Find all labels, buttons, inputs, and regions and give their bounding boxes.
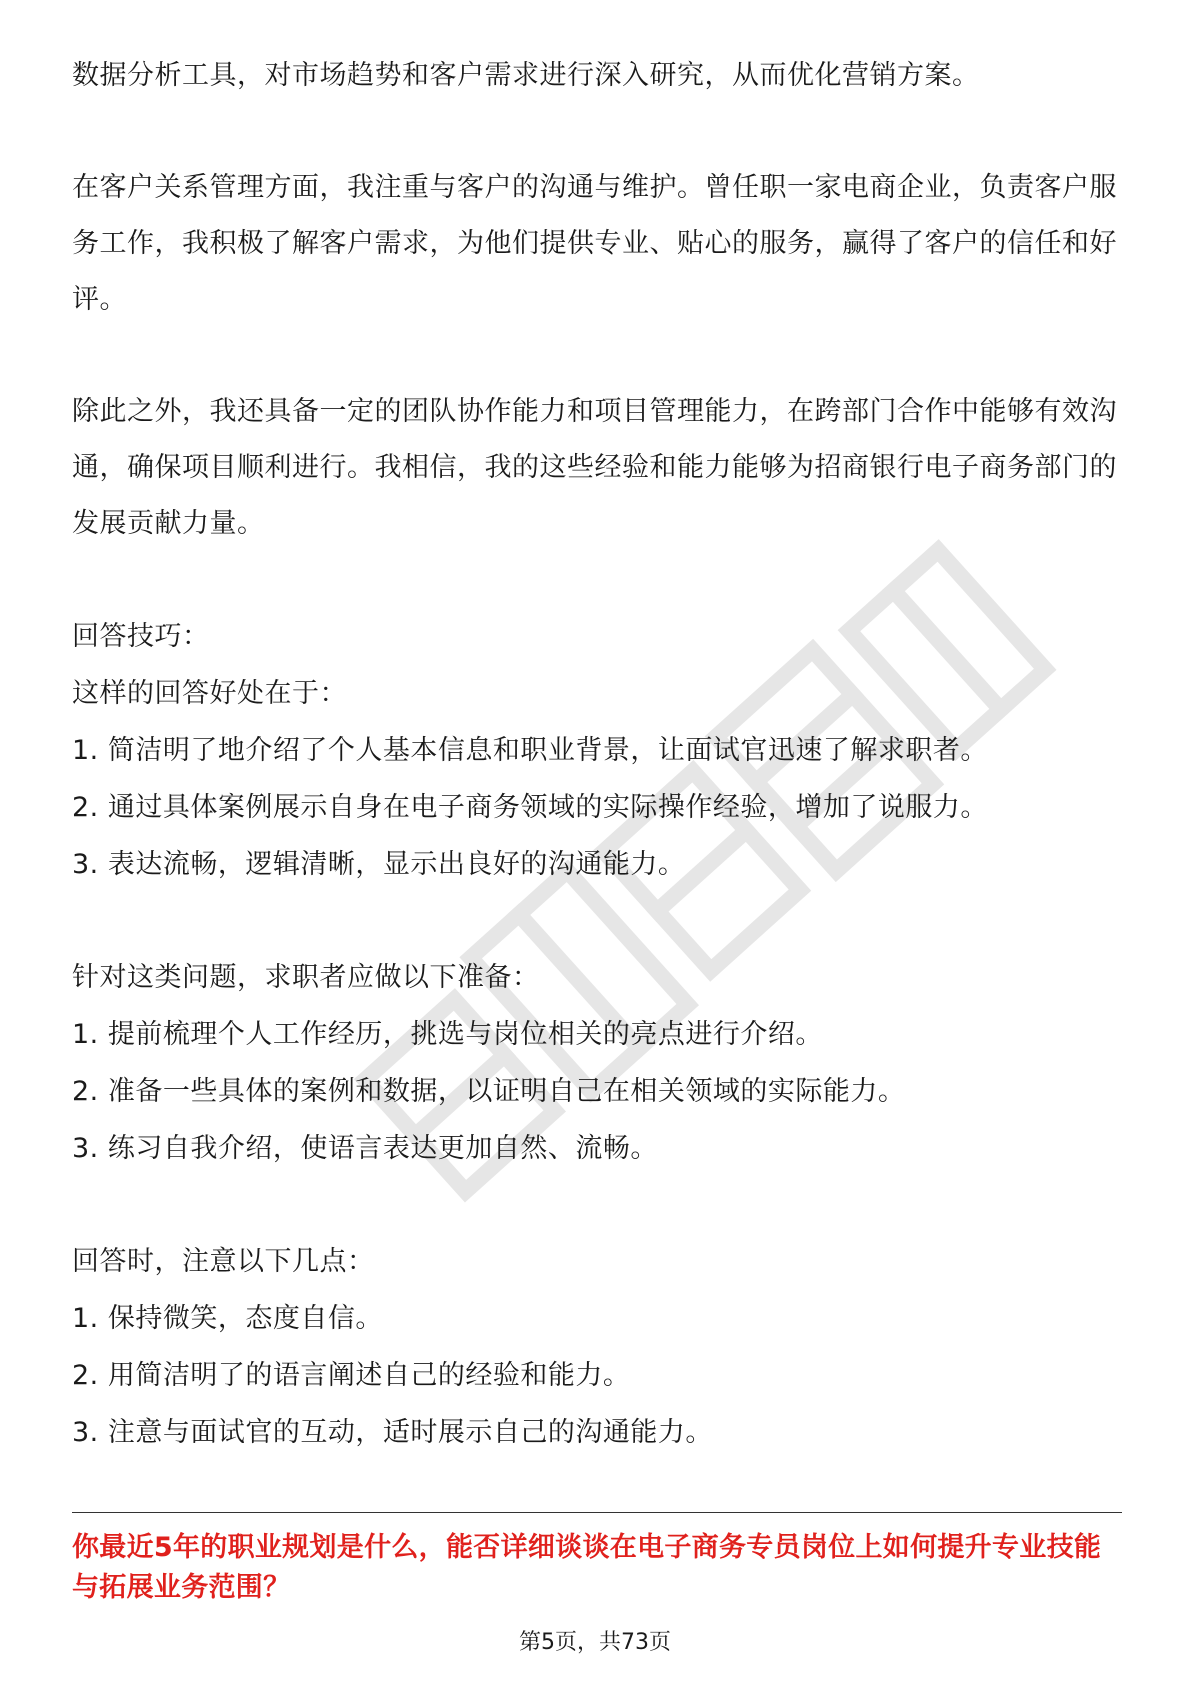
notes-item-2: 2. 用简洁明了的语言阐述自己的经验和能力。 [72, 1360, 631, 1391]
main-content [72, 48, 1122, 1461]
notes-item-3: 3. 注意与面试官的互动，适时展示自己的沟通能力。 [72, 1417, 713, 1448]
body-paragraph-3: 除此之外，我还具备一定的团队协作能力和项目管理能力，在跨部门合作中能够有效沟通，确保项目顺利进行。我相信，我的这些经验和能力能够为招商银行电子商务部门的发展贡献力量。 [72, 396, 1117, 539]
notes-item-1: 1. 保持微笑，态度自信。 [72, 1303, 383, 1334]
page-number: 第5页，共73页 [519, 1630, 671, 1655]
next-question-heading: 你最近5年的职业规划是什么，能否详细谈谈在电子商务专员岗位上如何提升专业技能与拓展业务范围？ [72, 1532, 1102, 1603]
prep-item-2: 2. 准备一些具体的案例和数据，以证明自己在相关领域的实际能力。 [72, 1076, 906, 1107]
tips-item-2: 2. 通过具体案例展示自身在电子商务领域的实际操作经验，增加了说服力。 [72, 792, 988, 823]
tips-heading: 回答技巧： [72, 621, 210, 652]
body-paragraph-1: 数据分析工具，对市场趋势和客户需求进行深入研究，从而优化营销方案。 [72, 60, 980, 91]
body-paragraph-2: 在客户关系管理方面，我注重与客户的沟通与维护。曾任职一家电商企业，负责客户服务工作，我积极了解客户需求，为他们提供专业、贴心的服务，赢得了客户的信任和好评。 [72, 172, 1117, 315]
tips-item-3: 3. 表达流畅，逻辑清晰，显示出良好的沟通能力。 [72, 849, 686, 880]
prep-heading: 针对这类问题，求职者应做以下准备： [72, 962, 540, 993]
tips-item-1: 1. 简洁明了地介绍了个人基本信息和职业背景，让面试官迅速了解求职者。 [72, 735, 988, 766]
section-divider [72, 1512, 1122, 1513]
prep-item-3: 3. 练习自我介绍，使语言表达更加自然、流畅。 [72, 1133, 658, 1164]
notes-heading: 回答时，注意以下几点： [72, 1246, 375, 1277]
tips-intro: 这样的回答好处在于： [72, 678, 347, 709]
prep-item-1: 1. 提前梳理个人工作经历，挑选与岗位相关的亮点进行介绍。 [72, 1019, 823, 1050]
